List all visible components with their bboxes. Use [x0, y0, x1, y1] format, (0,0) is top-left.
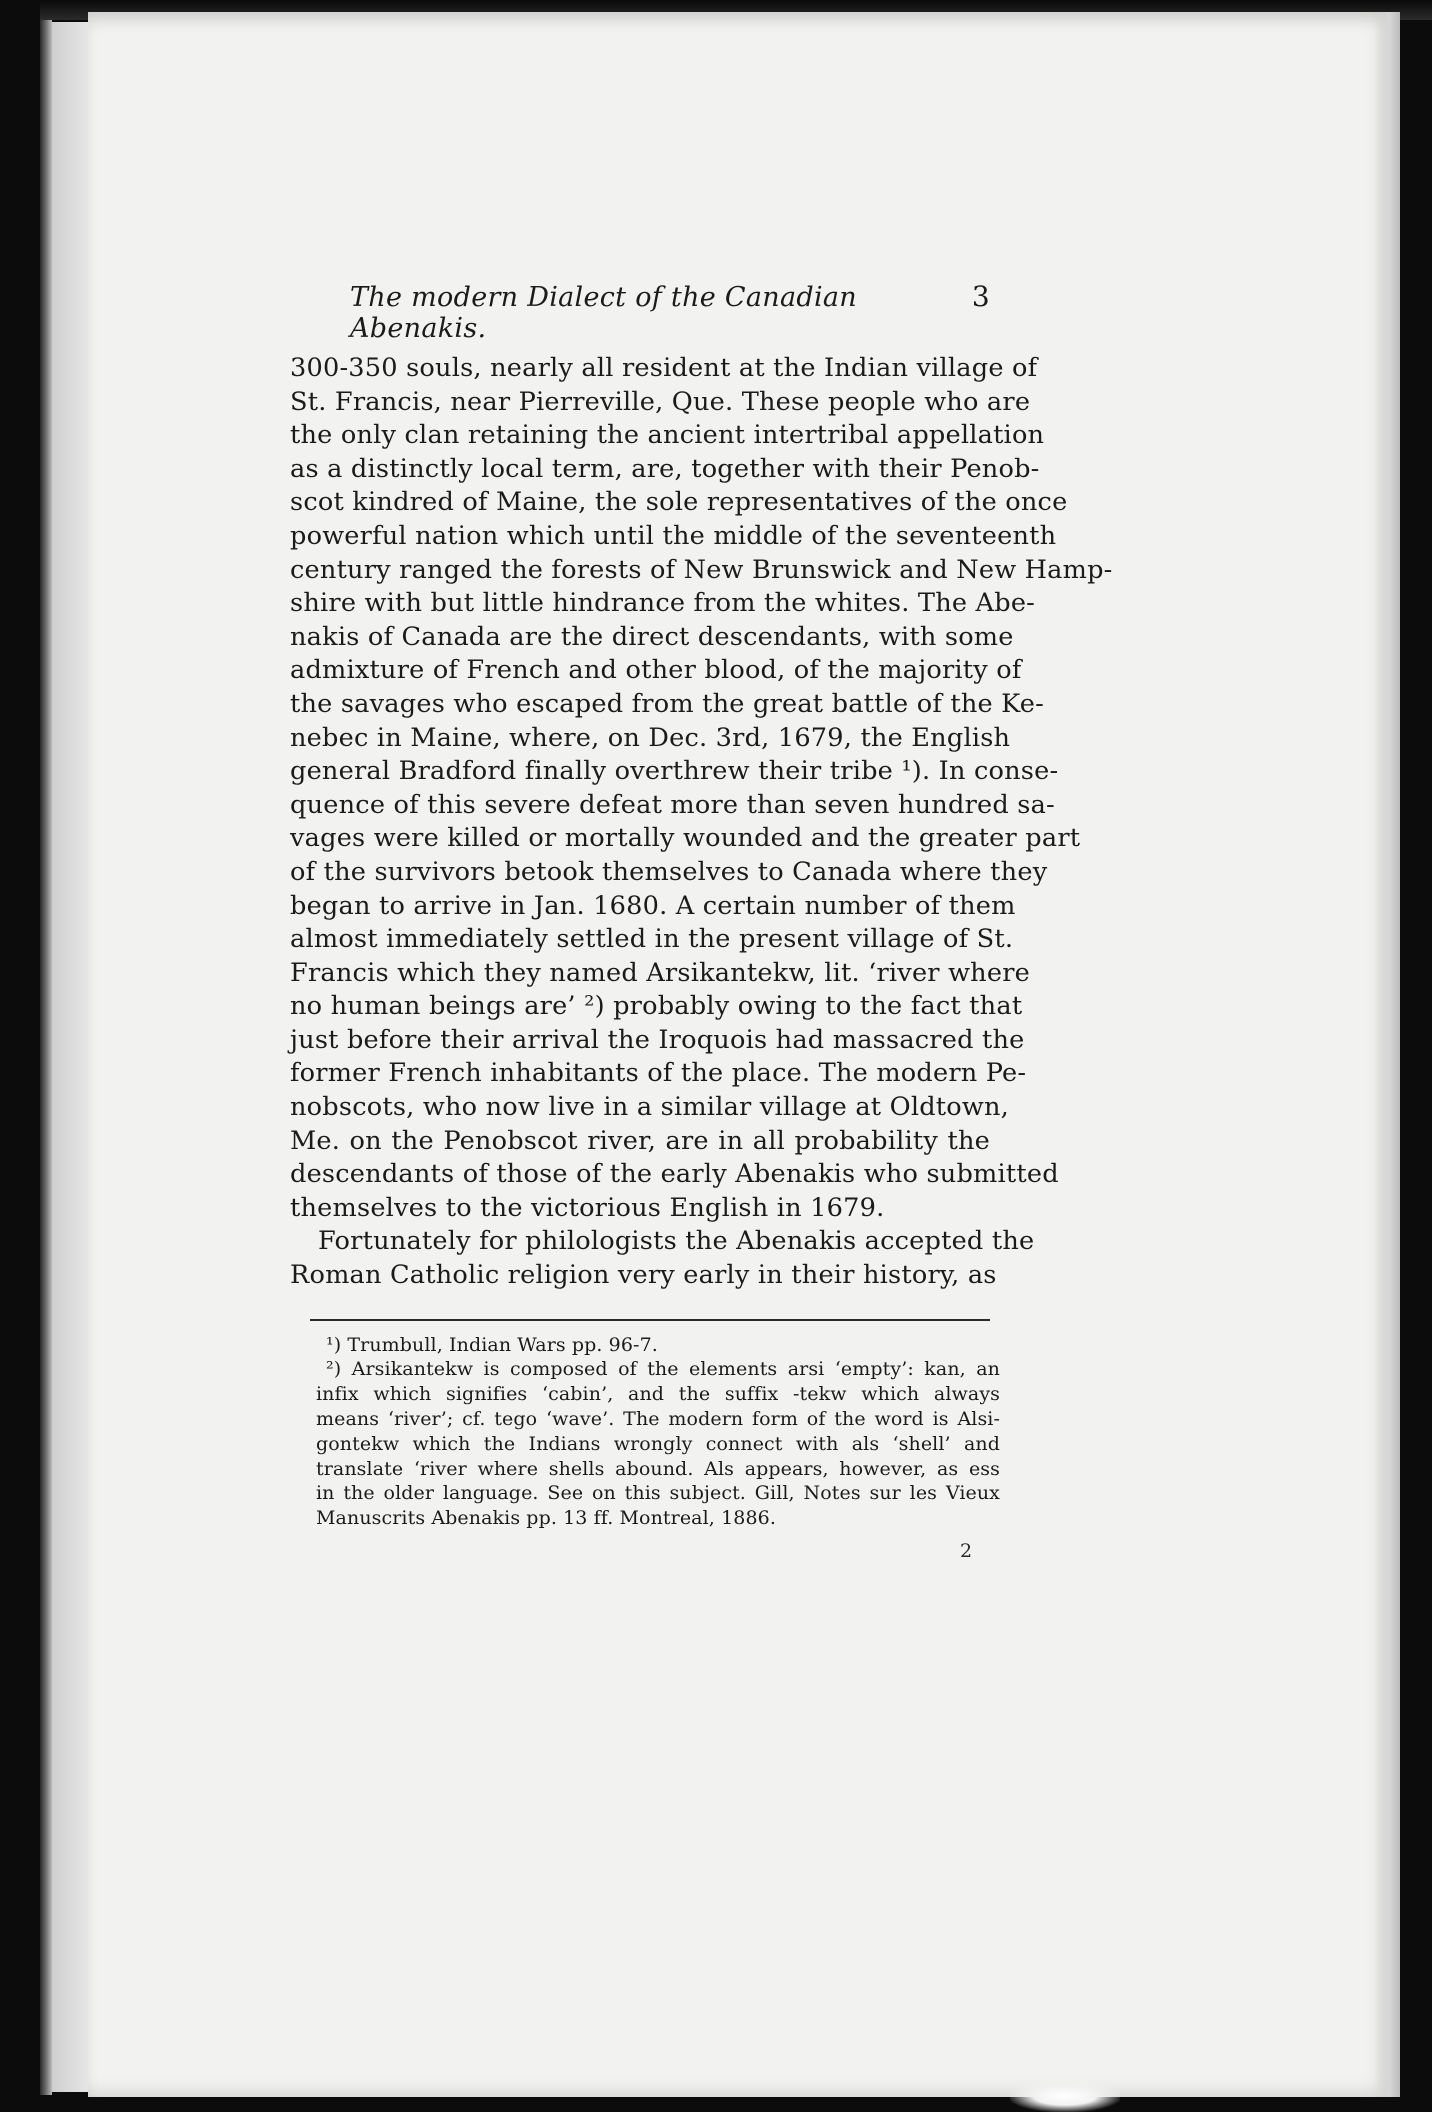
page-edge-shading: [1374, 12, 1400, 2097]
bottom-glare: [1010, 2080, 1120, 2112]
signature-mark: 2: [960, 1540, 973, 1562]
body-line: scot kindred of Maine, the sole representatives of the once: [290, 487, 1068, 518]
binding-strip: [52, 22, 92, 2092]
body-line: nebec in Maine, where, on Dec. 3rd, 1679, the English: [290, 722, 1011, 753]
body-line: Fortunately for philologists the Abenakis accepted the: [318, 1226, 1035, 1257]
footnote-line: translate ‘river where shells abound. Als appears, however, as ess: [316, 1457, 1000, 1480]
body-line: no human beings are’ ²) probably owing to the fact that: [290, 991, 1023, 1022]
binding-edge: [40, 20, 52, 2095]
body-line: 300-350 souls, nearly all resident at the Indian village of: [290, 353, 1038, 383]
running-head: [350, 280, 990, 344]
body-text: [290, 352, 1113, 1293]
body-line: nakis of Canada are the direct descendants, with some: [290, 621, 1014, 652]
body-line: began to arrive in Jan. 1680. A certain number of them: [290, 890, 1016, 921]
body-line: shire with but little hindrance from the whites. The Abe-: [290, 588, 1036, 619]
body-line: descendants of those of the early Abenakis who submitted: [290, 1159, 1059, 1190]
page-content: [290, 280, 1113, 1531]
body-line: of the survivors betook themselves to Canada where they: [290, 856, 1048, 887]
body-line: themselves to the victorious English in 1679.: [290, 1192, 885, 1223]
body-line: vages were killed or mortally wounded and the greater part: [290, 823, 1081, 854]
body-line: Francis which they named Arsikantekw, lit. ‘river where: [290, 957, 1030, 988]
page-number: 3: [971, 280, 990, 313]
footnote-line: means ‘river’; cf. tego ‘wave’. The modern form of the word is Alsi-: [316, 1408, 1000, 1431]
body-line: as a distinctly local term, are, together with their Penob-: [290, 453, 1040, 484]
running-head-title: The modern Dialect of the Canadian Abenakis.: [350, 282, 857, 344]
body-line: almost immediately settled in the present village of St.: [290, 924, 1014, 955]
footnote-line: ¹) Trumbull, Indian Wars pp. 96-7.: [326, 1333, 658, 1356]
footnotes: [316, 1333, 1000, 1531]
body-line: former French inhabitants of the place. The modern Pe-: [290, 1058, 1027, 1089]
body-line: general Bradford finally overthrew their tribe ¹). In conse-: [290, 756, 1059, 787]
footnote-line: gontekw which the Indians wrongly connect with als ‘shell’ and: [316, 1432, 1000, 1455]
body-line: quence of this severe defeat more than seven hundred sa-: [290, 789, 1055, 820]
body-line: Roman Catholic religion very early in their history, as: [290, 1260, 997, 1291]
footnote-rule: [310, 1319, 990, 1321]
body-line: just before their arrival the Iroquois had massacred the: [290, 1024, 1025, 1055]
body-line: the savages who escaped from the great battle of the Ke-: [290, 688, 1045, 719]
body-line: admixture of French and other blood, of the majority of: [290, 655, 1022, 686]
body-line: century ranged the forests of New Brunswick and New Hamp-: [290, 554, 1113, 585]
body-line: St. Francis, near Pierreville, Que. These people who are: [290, 386, 1031, 417]
body-line: the only clan retaining the ancient intertribal appellation: [290, 420, 1045, 451]
body-line: powerful nation which until the middle of the seventeenth: [290, 520, 1057, 551]
footnote-line: infix which signifies ‘cabin’, and the suffix -tekw which always: [316, 1383, 1000, 1406]
footnote-line: in the older language. See on this subject. Gill, Notes sur les Vieux: [316, 1482, 1000, 1505]
body-line: Me. on the Penobscot river, are in all probability the: [290, 1125, 990, 1156]
footnote-line: ²) Arsikantekw is composed of the elements arsi ‘empty’: kan, an: [326, 1358, 1000, 1381]
body-line: nobscots, who now live in a similar village at Oldtown,: [290, 1092, 1010, 1123]
footnote-line: Manuscrits Abenakis pp. 13 ff. Montreal, 1886.: [316, 1507, 776, 1530]
